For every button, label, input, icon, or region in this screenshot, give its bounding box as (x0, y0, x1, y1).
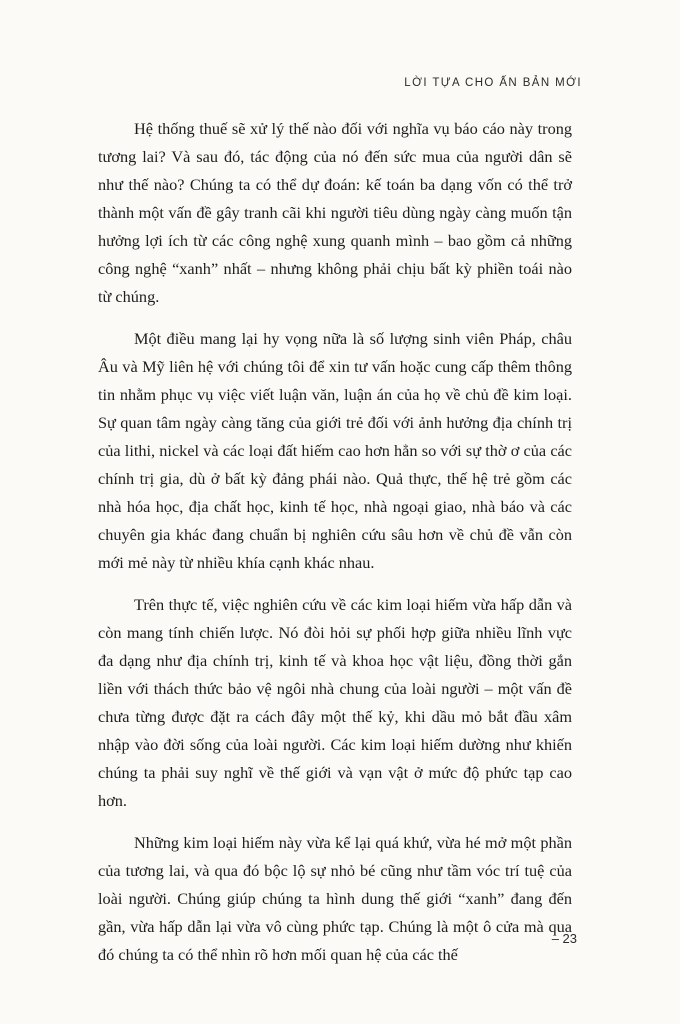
paragraph-1: Hệ thống thuế sẽ xử lý thế nào đối với nghĩa vụ báo cáo này trong tương lai? Và sau đó, tác động của nó đến sức mua của người dân sẽ như thế nào? Chúng ta có thể dự đoán: kế toán ba dạng vốn có thể trở thành một vấn đề gây tranh cãi khi người tiêu dùng ngày càng muốn tận hưởng lợi ích từ các công nghệ xung quanh mình – bao gồm cả những công nghệ “xanh” nhất – nhưng không phải chịu bất kỳ phiền toái nào từ chúng. (98, 119, 572, 306)
paragraph-3: Trên thực tế, việc nghiên cứu về các kim loại hiếm vừa hấp dẫn và còn mang tính chiến lược. Nó đòi hỏi sự phối hợp giữa nhiều lĩnh vực đa dạng như địa chính trị, kinh tế và khoa học vật liệu, đồng thời gắn liền với thách thức bảo vệ ngôi nhà chung của loài người – một vấn đề chưa từng được đặt ra cách đây một thế kỷ, khi dầu mỏ bắt đầu xâm nhập vào đời sống của loài người. Các kim loại hiếm dường như khiến chúng ta phải suy nghĩ về thế giới và vạn vật ở mức độ phức tạp cao hơn. (98, 595, 572, 810)
body-text (98, 115, 572, 983)
page-number: – 23 (551, 931, 577, 946)
paragraph-2: Một điều mang lại hy vọng nữa là số lượng sinh viên Pháp, châu Âu và Mỹ liên hệ với chúng tôi để xin tư vấn hoặc cung cấp thêm thông tin nhằm phục vụ việc viết luận văn, luận án của họ về chủ đề kim loại. Sự quan tâm ngày càng tăng của giới trẻ đối với ảnh hưởng địa chính trị của lithi, nickel và các loại đất hiếm cao hơn hẳn so với sự thờ ơ của các chính trị gia, dù ở bất kỳ đảng phái nào. Quả thực, thế hệ trẻ gồm các nhà hóa học, địa chất học, kinh tế học, nhà ngoại giao, nhà báo và các chuyên gia khác đang chuẩn bị nghiên cứu sâu hơn về chủ đề vẫn còn mới mẻ này từ nhiều khía cạnh khác nhau. (98, 329, 572, 572)
running-header-title: LỜI TỰA CHO ẤN BẢN MỚI (404, 77, 582, 89)
paragraph-4: Những kim loại hiếm này vừa kể lại quá khứ, vừa hé mở một phần của tương lai, và qua đó bộc lộ sự nhỏ bé cũng như tầm vóc trí tuệ của loài người. Chúng giúp chúng ta hình dung thế giới “xanh” đang đến gần, vừa hấp dẫn lại vừa vô cùng phức tạp. Chúng là một ô cửa mà qua đó chúng ta có thể nhìn rõ hơn mối quan hệ của các thế (98, 833, 572, 964)
